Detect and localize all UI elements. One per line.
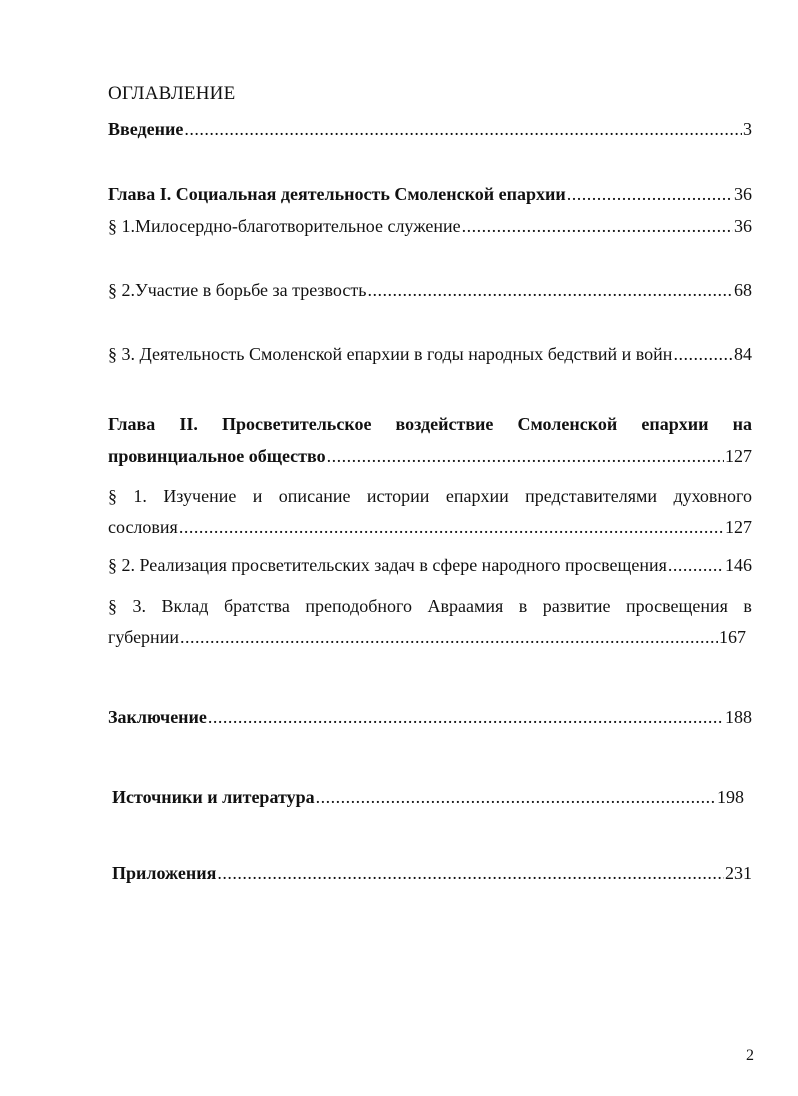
word: Изучение: [163, 486, 237, 506]
word: просвещения: [626, 596, 728, 616]
word: братства: [223, 596, 290, 616]
word: 3.: [132, 596, 147, 616]
toc-entry-conclusion: [108, 706, 752, 728]
toc-entry-page: 84: [734, 344, 752, 364]
word: епархии: [445, 486, 509, 506]
word: §: [108, 486, 117, 506]
word: воздействие: [395, 414, 494, 434]
word: Глава: [108, 414, 156, 434]
dot-leader: [367, 279, 733, 301]
toc-entry-label: § 3. Деятельность Смоленской епархии в годы народных бедствий и войн: [108, 344, 673, 364]
toc-entry-label: Заключение: [108, 707, 207, 727]
toc-entry-ch1-section-2: [108, 279, 752, 301]
toc-entry-appendix: [112, 862, 752, 884]
toc-entry-chapter-2-line-1: [108, 413, 752, 435]
toc-entry-ch2-section-1-line-1: [108, 485, 752, 507]
word: и: [252, 486, 263, 506]
toc-title: ОГЛАВЛЕНИЕ: [108, 83, 236, 104]
word: на: [732, 414, 752, 434]
toc-entry-ch2-section-1-line-2: [108, 516, 752, 538]
toc-entry-label: Глава I. Социальная деятельность Смоленской епархии: [108, 184, 566, 204]
word: Вклад: [161, 596, 209, 616]
toc-entry-chapter-2-line-2: [108, 445, 752, 467]
dot-leader: [462, 215, 733, 237]
toc-entry-ch2-section-3-line-1: [108, 595, 752, 617]
toc-entry-label: § 2.Участие в борьбе за трезвость: [108, 280, 367, 300]
toc-entry-label: губернии: [108, 627, 179, 647]
word: преподобного: [305, 596, 412, 616]
toc-entry-page: 36: [734, 216, 752, 236]
word: в: [518, 596, 528, 616]
toc-entry-sources: [112, 786, 744, 808]
toc-entry-label: провинциальное общество: [108, 446, 326, 466]
toc-entry-label: § 2. Реализация просветительских задач в сфере народного просвещения: [108, 555, 667, 575]
dot-leader: [184, 118, 742, 140]
word: в: [743, 596, 752, 616]
page-number: 2: [746, 1047, 754, 1064]
toc-entry-label: § 1.Милосердно-благотворительное служение: [108, 216, 461, 236]
dot-leader: [673, 343, 733, 365]
toc-entry-chapter-1: [108, 183, 752, 205]
word: Просветительское: [221, 414, 372, 434]
toc-entry-page: 36: [734, 184, 752, 204]
word: епархии: [641, 414, 709, 434]
word: Смоленской: [517, 414, 618, 434]
word: представителями: [525, 486, 658, 506]
toc-entry-ch1-section-3: [108, 343, 752, 365]
word: истории: [366, 486, 430, 506]
toc-entry-label: Приложения: [112, 863, 217, 883]
dot-leader: [316, 786, 716, 808]
word: II.: [179, 414, 198, 434]
word: Авраамия: [427, 596, 504, 616]
word: развитие: [542, 596, 611, 616]
dot-leader: [208, 706, 724, 728]
toc-entry-page: 68: [734, 280, 752, 300]
dot-leader: [567, 183, 733, 205]
toc-entry-page: 231: [725, 863, 752, 883]
toc-entry-page: 167: [719, 627, 746, 647]
toc-entry-page: 127: [725, 517, 752, 537]
toc-entry-page: 146: [725, 555, 752, 575]
word: §: [108, 596, 117, 616]
toc-entry-ch2-section-2: [108, 554, 752, 576]
toc-entry-label: сословия: [108, 517, 178, 537]
dot-leader: [180, 626, 718, 648]
toc-entry-page: 3: [743, 119, 752, 139]
toc-entry-label: Введение: [108, 119, 184, 139]
toc-entry-intro: [108, 118, 752, 140]
toc-entry-page: 198: [717, 787, 744, 807]
toc-entry-ch2-section-3-line-2: [108, 626, 746, 648]
word: описание: [278, 486, 351, 506]
toc-entry-label: Источники и литература: [112, 787, 315, 807]
word: духовного: [673, 486, 752, 506]
dot-leader: [217, 862, 724, 884]
dot-leader: [668, 554, 724, 576]
toc-entry-ch1-section-1: [108, 215, 752, 237]
toc-entry-page: 127: [725, 446, 752, 466]
dot-leader: [179, 516, 724, 538]
toc-entry-page: 188: [725, 707, 752, 727]
word: 1.: [133, 486, 147, 506]
dot-leader: [327, 445, 724, 467]
